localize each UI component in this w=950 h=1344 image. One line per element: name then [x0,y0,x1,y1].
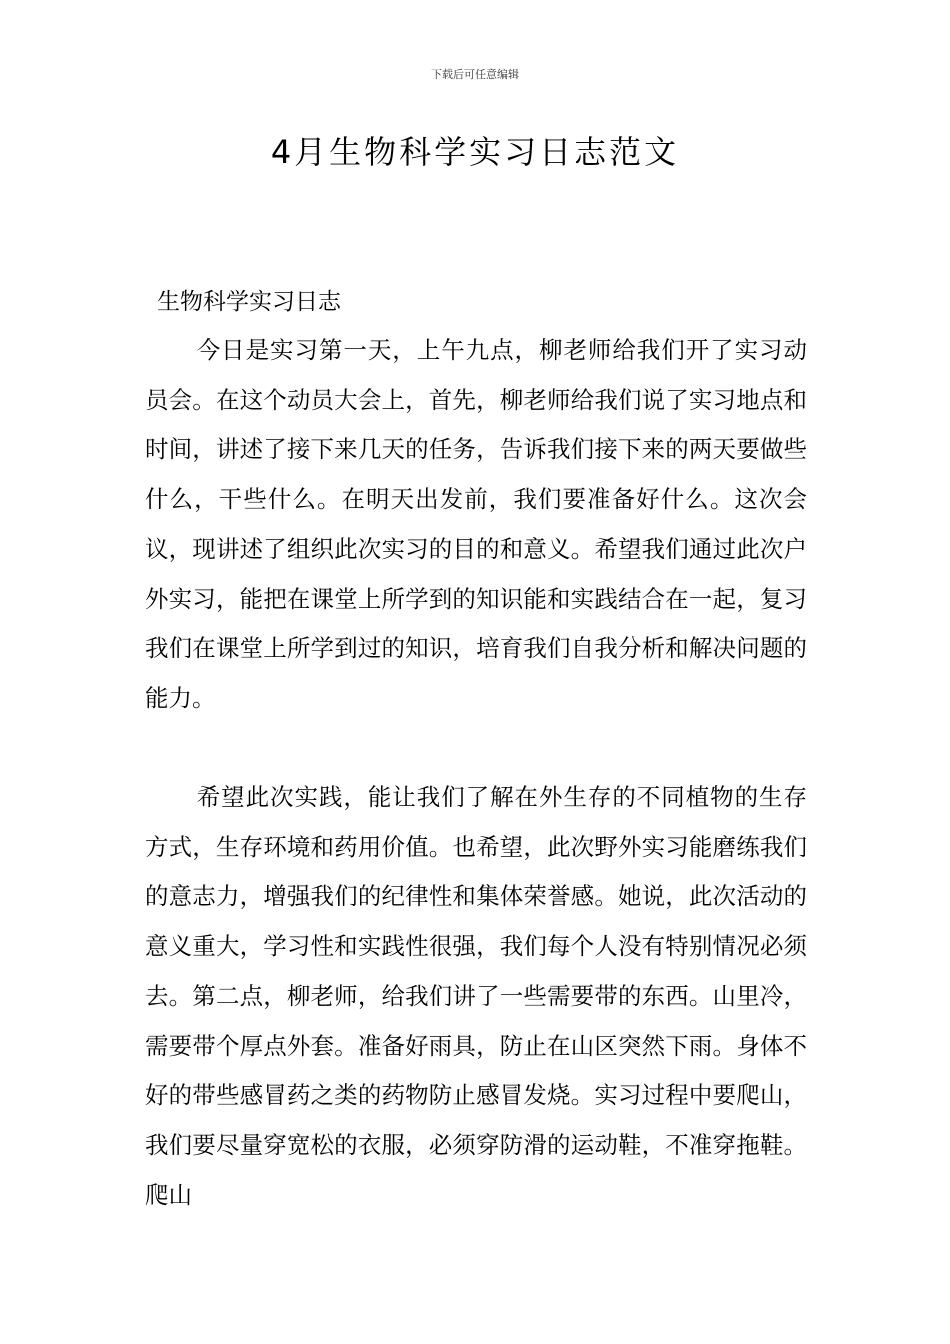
body-paragraph: 希望此次实践，能让我们了解在外生存的不同植物的生存方式，生存环境和药用价值。也希望，此次野外实习能磨练我们的意志力，增强我们的纪律性和集体荣誉感。她说，此次活动的意义重大，学习性和实践性很强，我们每个人没有特别情况必须去。第二点，柳老师，给我们讲了一些需要带的东西。山里冷，需要带个厚点外套。准备好雨具，防止在山区突然下雨。身体不好的带些感冒药之类的药物防止感冒发烧。实习过程中要爬山，我们要尽量穿宽松的衣服，必须穿防滑的运动鞋，不准穿拖鞋。爬山 [145,783,807,1209]
header-note: 下载后可任意编辑 [431,68,519,81]
section-subheading: 生物科学实习日志 [157,289,341,315]
document-title: 4月生物科学实习日志范文 [270,133,680,171]
body-paragraph: 今日是实习第一天，上午九点，柳老师给我们开了实习动员会。在这个动员大会上，首先，柳老师给我们说了实习地点和时间，讲述了接下来几天的任务，告诉我们接下来的两天要做些什么，干些什么。在明天出发前，我们要准备好什么。这次会议，现讲述了组织此次实习的目的和意义。希望我们通过此次户外实习，能把在课堂上所学到的知识能和实践结合在一起，复习我们在课堂上所学到过的知识，培育我们自我分析和解决问题的能力。 [145,336,807,712]
